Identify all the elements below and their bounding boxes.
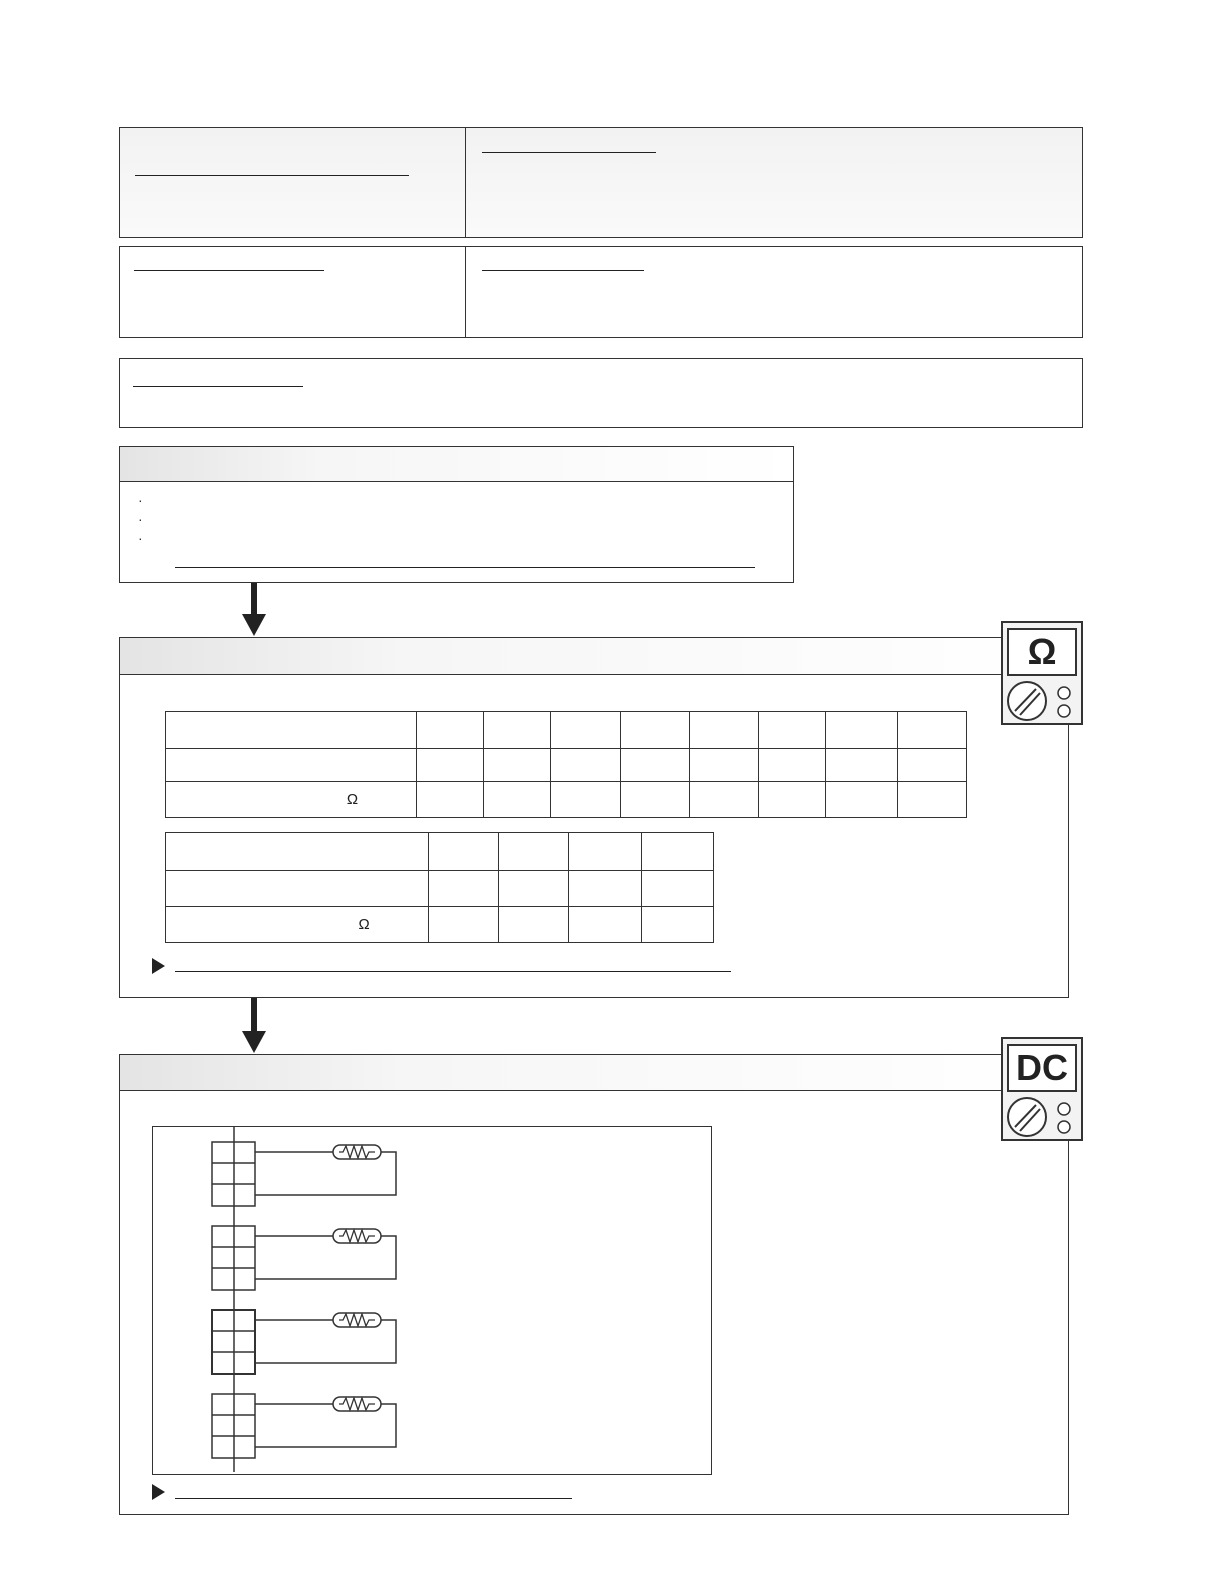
table-cell xyxy=(826,749,897,782)
table-cell xyxy=(428,833,498,871)
meter-display: Ω xyxy=(1007,628,1077,676)
table-cell xyxy=(620,712,689,749)
info-box-left-2 xyxy=(119,246,467,338)
table-cell xyxy=(551,782,620,818)
table-cell xyxy=(166,833,429,871)
table-cell xyxy=(620,749,689,782)
step-header xyxy=(120,1055,1068,1091)
table-cell xyxy=(551,749,620,782)
bullet-point: · xyxy=(138,511,143,527)
meter-dial-icon xyxy=(1003,677,1081,725)
field-underline xyxy=(133,386,303,387)
field-underline xyxy=(482,270,644,271)
resistance-unit-label: Ω xyxy=(166,907,429,943)
table-cell xyxy=(759,782,826,818)
table-cell xyxy=(484,749,551,782)
table-cell xyxy=(569,871,641,907)
flow-arrow-head xyxy=(242,1031,266,1053)
table-cell xyxy=(166,712,417,749)
table-cell xyxy=(498,833,568,871)
table-cell xyxy=(498,907,568,943)
table-cell xyxy=(897,782,966,818)
step-header xyxy=(120,638,1068,675)
table-cell xyxy=(689,712,758,749)
table-cell xyxy=(417,712,484,749)
table-cell xyxy=(759,712,826,749)
step-box-check xyxy=(119,446,794,583)
bullet-point: · xyxy=(138,492,143,508)
table-cell xyxy=(166,871,429,907)
table-cell xyxy=(569,907,641,943)
meter-dial-icon xyxy=(1003,1093,1081,1141)
table-cell xyxy=(641,907,714,943)
table-cell xyxy=(417,749,484,782)
note-underline xyxy=(175,1498,572,1499)
info-box-left xyxy=(119,127,467,238)
table-cell xyxy=(826,782,897,818)
ohmmeter-icon xyxy=(1001,621,1083,725)
table-cell xyxy=(428,871,498,907)
note-underline xyxy=(175,971,731,972)
bullet-point: · xyxy=(138,530,143,546)
circuit-svg xyxy=(153,1127,709,1472)
table-cell xyxy=(484,712,551,749)
info-box-right-2 xyxy=(465,246,1083,338)
step-header xyxy=(120,447,793,482)
play-icon xyxy=(152,1484,165,1500)
table-cell xyxy=(484,782,551,818)
info-box-right xyxy=(465,127,1083,238)
resistance-unit-label: Ω xyxy=(166,782,417,818)
thermistor-circuit-diagram xyxy=(152,1126,712,1475)
resistance-table-2 xyxy=(165,832,714,943)
table-cell xyxy=(759,749,826,782)
table-cell xyxy=(641,871,714,907)
field-underline xyxy=(134,270,324,271)
table-cell xyxy=(166,749,417,782)
flow-arrow-stem xyxy=(251,998,257,1032)
table-cell xyxy=(826,712,897,749)
flow-arrow-head xyxy=(242,614,266,636)
table-cell xyxy=(689,749,758,782)
connector-group-2 xyxy=(212,1226,396,1290)
flow-arrow-stem xyxy=(251,583,257,615)
dc-voltmeter-icon xyxy=(1001,1037,1083,1141)
resistance-table-1 xyxy=(165,711,967,818)
table-cell xyxy=(689,782,758,818)
table-cell xyxy=(498,871,568,907)
table-cell xyxy=(569,833,641,871)
meter-display: DC xyxy=(1007,1044,1077,1092)
connector-group-1 xyxy=(212,1142,396,1206)
table-cell xyxy=(417,782,484,818)
info-box-wide xyxy=(119,358,1083,428)
field-underline xyxy=(135,175,409,176)
note-underline xyxy=(175,567,755,568)
table-cell xyxy=(641,833,714,871)
table-cell xyxy=(897,712,966,749)
table-cell xyxy=(897,749,966,782)
connector-group-4 xyxy=(212,1394,396,1458)
field-underline xyxy=(482,152,656,153)
table-cell xyxy=(551,712,620,749)
play-icon xyxy=(152,958,165,974)
table-cell xyxy=(620,782,689,818)
table-cell xyxy=(428,907,498,943)
connector-group-3 xyxy=(212,1310,396,1374)
